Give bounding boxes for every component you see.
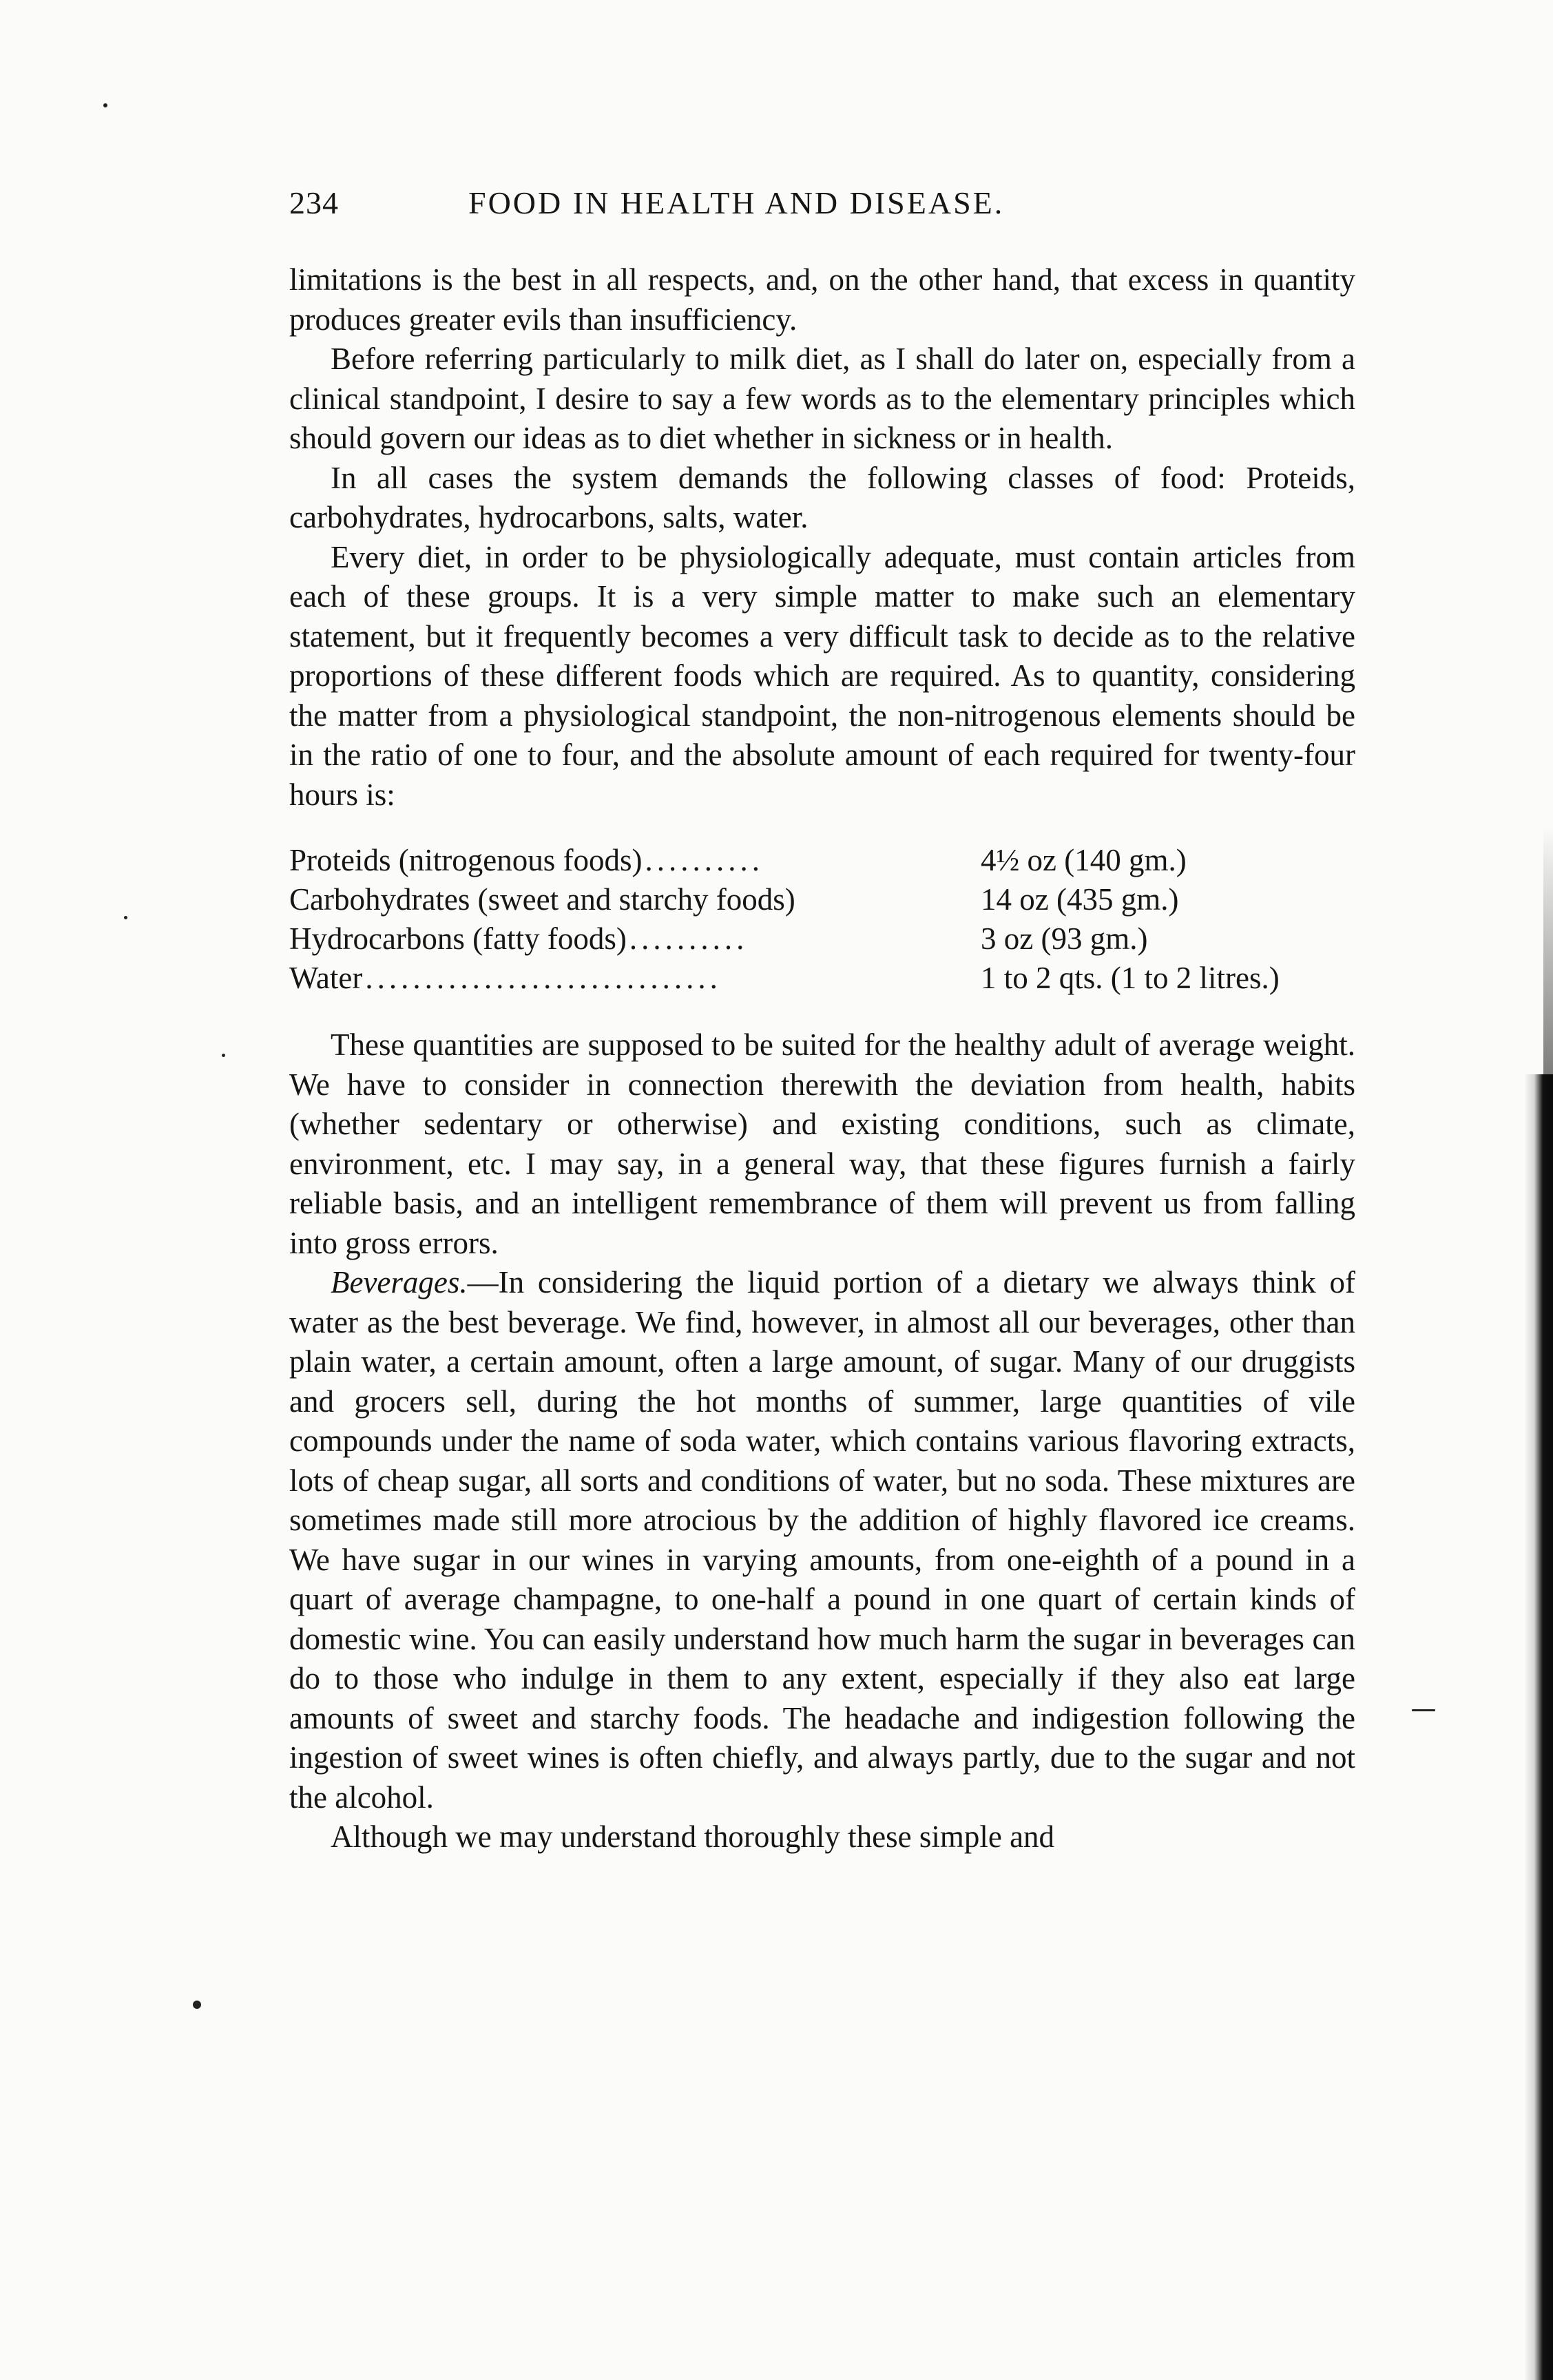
food-amount: 4½ oz (140 gm.): [981, 843, 1187, 877]
page-number: 234: [289, 185, 339, 220]
scan-speck: [193, 2001, 201, 2009]
page-column: [289, 185, 1355, 1857]
scan-speck: [124, 916, 127, 919]
diet-quantities-table: [289, 841, 1355, 998]
running-head: [289, 185, 1355, 231]
dot-leaders: ..........: [629, 921, 749, 956]
food-class: Proteids (nitrogenous foods): [289, 843, 645, 877]
beverages-paragraph: [289, 1263, 1355, 1817]
dot-leaders: ..............................: [365, 961, 722, 995]
paragraph: In all cases the system demands the following classes of food: Proteids, carbohydrates, hydrocarbons, salts, water.: [289, 460, 1355, 534]
food-amount: 14 oz (435 gm.): [981, 882, 1179, 917]
running-title: FOOD IN HEALTH AND DISEASE.: [468, 185, 1005, 220]
table-row: [289, 841, 1355, 880]
paragraph: Before referring particularly to milk diet, as I shall do later on, especially from a clinical standpoint, I desire to say a few words as to the elementary principles which should govern our ideas as to diet whether in sickness or in health.: [289, 342, 1355, 455]
paragraph: limitations is the best in all respects, and, on the other hand, that excess in quantity produces greater evils than insufficiency.: [289, 262, 1355, 337]
food-amount: 1 to 2 qts. (1 to 2 litres.): [981, 961, 1280, 995]
table-row: [289, 919, 1355, 959]
section-run-in-heading: Beverages.: [331, 1265, 468, 1299]
scan-speck: [222, 1054, 225, 1057]
table-row: [289, 880, 1355, 919]
food-class: Carbohydrates (sweet and starchy foods): [289, 882, 798, 917]
paragraph: These quantities are supposed to be suited for the healthy adult of average weight. We have to consider in connection therewith the deviation from health, habits (whether sedentary or otherwise) and existing conditions, such as climate, environment, etc. I may say, in a general way, that these figures furnish a fairly reliable basis, and an intelligent remembrance of them will prevent us from falling into gross errors.: [289, 1027, 1355, 1260]
scan-shadow-top: [1543, 826, 1553, 1074]
paragraph: Every diet, in order to be physiologically adequate, must contain articles from each of these groups. It is a very simple matter to make such an elementary statement, but it frequently becomes a very difficult task to decide as to the relative proportions of these different foods which are required. As to quantity, considering the matter from a physiological standpoint, the non-nitrogenous elements should be in the ratio of one to four, and the absolute amount of each required for twenty-four hours is:: [289, 539, 1355, 812]
dot-leaders: ..........: [645, 843, 764, 877]
table-row: [289, 959, 1355, 998]
food-class: Water: [289, 961, 365, 995]
body-text: [289, 260, 1355, 1857]
food-amount: 3 oz (93 gm.): [981, 921, 1148, 956]
scan-mark: [1412, 1709, 1435, 1711]
food-class: Hydrocarbons (fatty foods): [289, 921, 629, 956]
paragraph: Although we may understand thoroughly these simple and: [331, 1819, 1055, 1854]
scan-binding-shadow: [1524, 1074, 1553, 2380]
scan-speck: [103, 103, 107, 107]
beverages-text: —In considering the liquid portion of a dietary we always think of water as the best beverage. We find, however, in almost all our beverages, other than plain water, a certain amount, often a large amount, of sugar. Many of our druggists and grocers sell, during the hot months of summer, large quantities of vile compounds under the name of soda water, which contains various flavoring extracts, lots of cheap sugar, all sorts and conditions of water, but no soda. These mixtures are sometimes made still more atrocious by the addition of highly flavored ice creams. We have sugar in our wines in varying amounts, from one-eighth of a pound in a quart of average champagne, to one-half a pound in one quart of certain kinds of domestic wine. You can easily understand how much harm the sugar in beverages can do to those who indulge in them to any extent, especially if they also eat large amounts of sweet and starchy foods. The headache and indigestion following the ingestion of sweet wines is often chiefly, and always partly, due to the sugar and not the alcohol.: [289, 1265, 1355, 1815]
